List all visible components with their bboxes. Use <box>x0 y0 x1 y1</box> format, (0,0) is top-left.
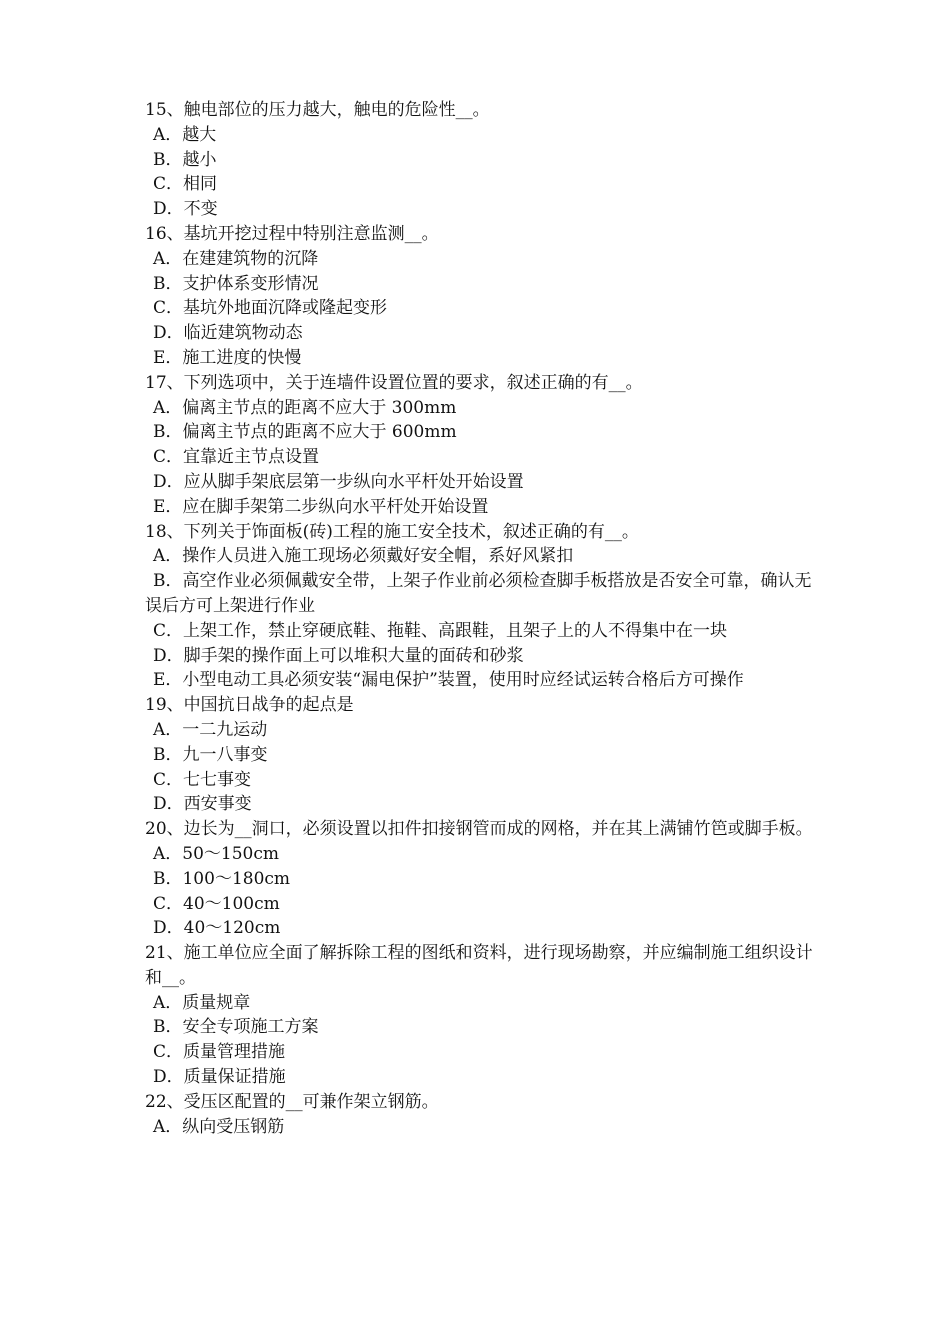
option-a: A．纵向受压钢筋 <box>153 1116 285 1137</box>
option-b: B．九一八事变 <box>153 744 268 765</box>
option-a: A．在建建筑物的沉降 <box>153 248 319 269</box>
question-text: 21、施工单位应全面了解拆除工程的图纸和资料，进行现场勘察，并应编制施工组织设计和__。 <box>145 943 813 988</box>
option-b: B．高空作业必须佩戴安全带，上架子作业前必须检查脚手板搭放是否安全可靠，确认无误后方可上架进行作业 <box>145 571 812 616</box>
question-text: 19、中国抗日战争的起点是 <box>145 695 354 716</box>
option-a: A．操作人员进入施工现场必须戴好安全帽，系好风紧扣 <box>153 546 574 567</box>
option-e: E．小型电动工具必须安装“漏电保护”装置，使用时应经试运转合格后方可操作 <box>153 670 744 691</box>
option-d: D．应从脚手架底层第一步纵向水平杆处开始设置 <box>153 471 524 492</box>
question-22 <box>145 1090 815 1140</box>
option-a: A．越大 <box>153 124 217 145</box>
question-text: 20、边长为__洞口，必须设置以扣件扣接钢管而成的网格，并在其上满铺竹笆或脚手板。 <box>145 819 813 840</box>
question-text: 15、触电部位的压力越大，触电的危险性__。 <box>145 100 490 120</box>
question-text: 22、受压区配置的__可兼作架立钢筋。 <box>145 1091 439 1112</box>
question-15 <box>145 98 815 222</box>
question-16 <box>145 222 815 371</box>
option-c: C．相同 <box>153 174 218 195</box>
question-20 <box>145 817 815 941</box>
option-c: C．七七事变 <box>153 769 252 790</box>
option-b: B．支护体系变形情况 <box>153 273 319 294</box>
option-d: D．不变 <box>153 199 218 220</box>
option-a: A．质量规章 <box>153 992 251 1013</box>
option-c: C．40～100cm <box>153 893 280 914</box>
option-b: B．越小 <box>153 149 217 170</box>
question-18 <box>145 520 815 694</box>
question-text: 17、下列选项中，关于连墙件设置位置的要求，叙述正确的有__。 <box>145 372 643 393</box>
option-e: E．应在脚手架第二步纵向水平杆处开始设置 <box>153 496 489 517</box>
option-d: D．质量保证措施 <box>153 1067 286 1088</box>
option-e: E．施工进度的快慢 <box>153 347 302 368</box>
option-b: B．安全专项施工方案 <box>153 1017 319 1038</box>
option-b: B．100～180cm <box>153 868 291 889</box>
option-d: D．40～120cm <box>153 918 281 939</box>
option-c: C．宜靠近主节点设置 <box>153 447 320 468</box>
option-a: A．50～150cm <box>153 843 279 864</box>
question-19 <box>145 693 815 817</box>
option-b: B．偏离主节点的距离不应大于 600mm <box>153 422 457 443</box>
option-a: A．一二九运动 <box>153 719 268 740</box>
question-21 <box>145 941 815 1090</box>
option-d: D．西安事变 <box>153 794 252 815</box>
document-page <box>145 98 815 1139</box>
option-c: C．上架工作，禁止穿硬底鞋、拖鞋、高跟鞋，且架子上的人不得集中在一块 <box>153 620 728 641</box>
option-c: C．基坑外地面沉降或隆起变形 <box>153 298 388 319</box>
option-c: C．质量管理措施 <box>153 1042 286 1063</box>
question-17 <box>145 371 815 520</box>
question-text: 18、下列关于饰面板(砖)工程的施工安全技术，叙述正确的有__。 <box>145 521 639 542</box>
question-text: 16、基坑开挖过程中特别注意监测__。 <box>145 223 439 244</box>
option-d: D．临近建筑物动态 <box>153 323 303 344</box>
option-a: A．偏离主节点的距离不应大于 300mm <box>153 397 457 418</box>
option-d: D．脚手架的操作面上可以堆积大量的面砖和砂浆 <box>153 645 524 666</box>
